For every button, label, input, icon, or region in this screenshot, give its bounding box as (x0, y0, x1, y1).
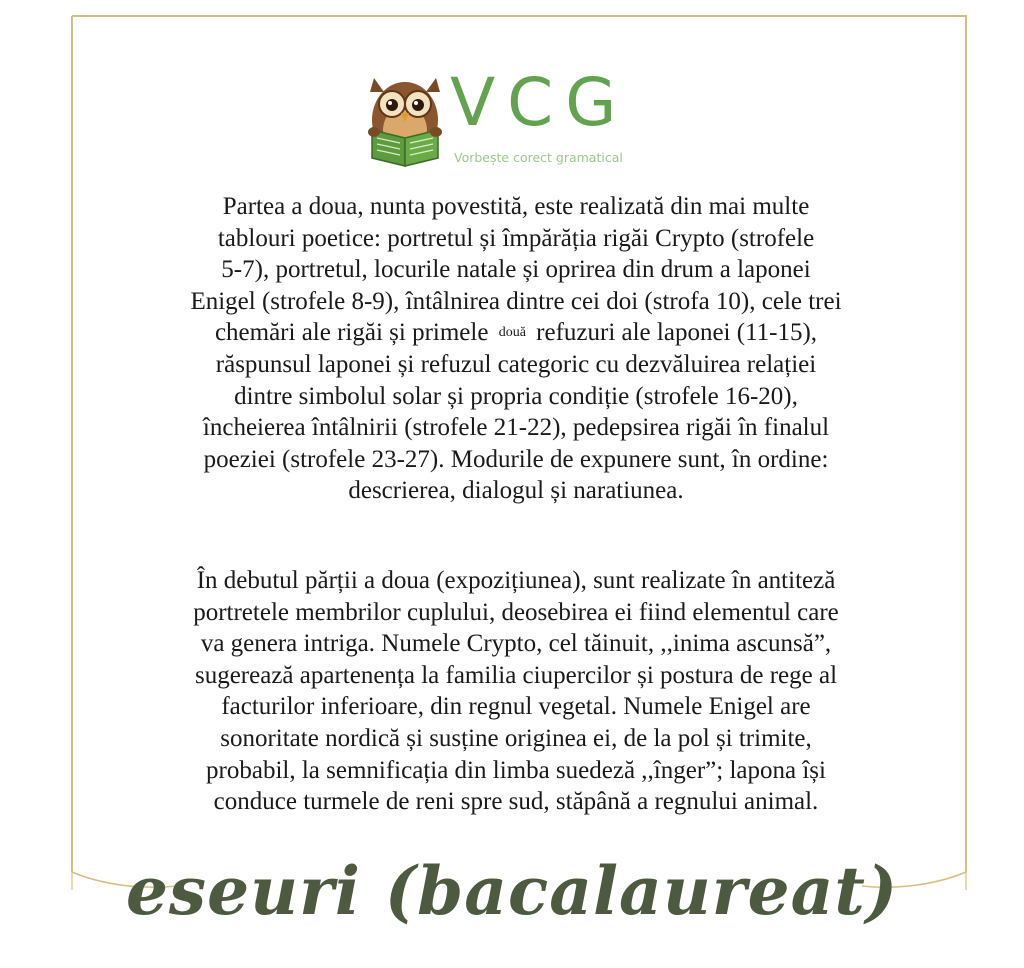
text-line: tablouri poetice: portretul și împărăția rigăi Crypto (strofele (217, 224, 815, 252)
text-line: 5-7), portretul, locurile natale și oprirea din drum a laponei (221, 256, 811, 284)
logo-tagline: Vorbește corect gramatical (454, 150, 623, 165)
logo-letters: VCG (450, 64, 629, 141)
text-line-with-insertion (68, 317, 964, 349)
text-line: sonoritate nordică și susține originea ei, de la pol și trimite, (220, 724, 812, 752)
text-line: conduce turmele de reni spre sud, stăpână a regnului animal. (213, 788, 819, 816)
text-segment: refuzuri ale laponei (11-15), (536, 319, 818, 347)
text-line: dintre simbolul solar și propria condiție (strofele 16-20), (234, 382, 798, 410)
text-line: sugerează apartenența la familia ciupercilor și postura de rege al (194, 661, 838, 689)
text-line: răspunsul laponei și refuzul categoric cu dezvăluirea relației (215, 350, 817, 378)
footer-title: eseuri (bacalaureat) (125, 852, 899, 930)
text-line: va genera intriga. Numele Crypto, cel tăinuit, ,,inima ascunsă”, (200, 630, 832, 658)
text-line: probabil, la semnificația din limba suedeză ,,înger”; lapona își (206, 756, 826, 784)
text-line: poeziei (strofele 23-27). Modurile de expunere sunt, în ordine: (203, 445, 829, 473)
text-line: descrierea, dialogul și naratiunea. (348, 477, 684, 505)
text-line: În debutul părții a doua (expozițiunea), sunt realizate în antiteză (196, 567, 836, 594)
inserted-word: două (498, 325, 526, 341)
text-segment: chemări ale rigăi și primele (214, 319, 489, 347)
text-line: Partea a doua, nunta povestită, este realizată din mai multe (222, 193, 810, 220)
text-line: portretele membrilor cuplului, deosebirea ei fiind elementul care (193, 598, 839, 626)
text-line: încheierea întâlnirii (strofele 21-22), pedepsirea rigăi în finalul (202, 414, 830, 442)
vcg-logo (362, 64, 662, 178)
paragraph-2 (68, 565, 964, 818)
owl-reading-book-icon (362, 68, 448, 168)
text-line: Enigel (strofele 8-9), întâlnirea dintre cei doi (strofa 10), cele trei (190, 287, 842, 315)
paragraph-1 (68, 191, 964, 507)
text-line: facturilor inferioare, din regnul vegetal. Numele Enigel are (221, 693, 811, 721)
